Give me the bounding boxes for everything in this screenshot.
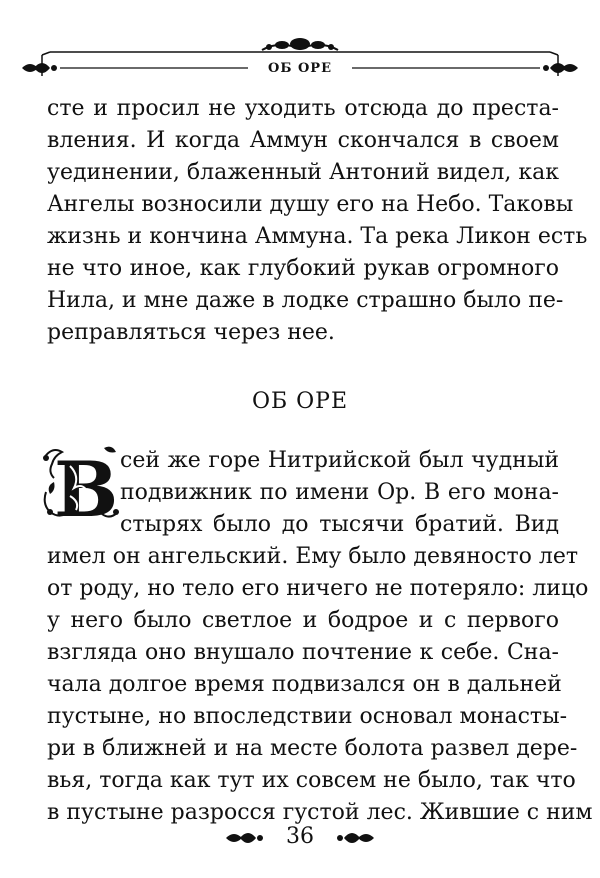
text-line: стырях было до тысячи братий. Вид [120, 512, 559, 537]
text-line: взгляда оно внушало почтение к себе. Сна- [47, 640, 559, 665]
page-number: 36 [286, 824, 314, 849]
running-title: ОБ ОРЕ [268, 61, 332, 76]
text-line: Ангелы возносили душу его на Небо. Таковы [47, 192, 574, 217]
text-line: жизнь и кончина Аммуна. Та река Ликон есть [47, 224, 588, 249]
text-line: у него было светлое и бодрое и с первого [47, 608, 559, 633]
dropcap-ornament [40, 442, 120, 526]
text-line: уединении, блаженный Антоний видел, как [47, 160, 559, 185]
page-header [20, 36, 580, 82]
text-line: Нила, и мне даже в лодке страшно было пе- [47, 288, 564, 313]
text-line: реправляться через нее. [47, 320, 335, 345]
page-footer [220, 822, 380, 858]
text-line: имел он ангельский. Ему было девяносто лет [47, 544, 579, 569]
text-line: сте и просил не уходить отсюда до преста- [47, 96, 559, 121]
text-line: пустыне, но впоследствии основал монасты- [47, 704, 568, 729]
top-floral-ornament [262, 38, 338, 50]
text-line: подвижник по имени Ор. В его мона- [120, 480, 559, 505]
text-line: вления. И когда Аммун скончался в своем [47, 128, 559, 153]
chapter-title: ОБ ОРЕ [251, 389, 349, 414]
dropcap-letter: В [54, 445, 119, 526]
text-line: вья, тогда как тут их совсем не было, так что [47, 768, 576, 793]
text-line: от роду, но тело его ничего не потеряло: лицо [47, 576, 589, 601]
text-line: ри в ближней и на месте болота развел дере- [47, 736, 578, 761]
text-line: сей же горе Нитрийской был чудный [120, 448, 559, 473]
text-line: в пустыне разросся густой лес. Жившие с ним [47, 800, 593, 825]
text-line: чала долгое время подвизался он в дальней [47, 672, 562, 697]
text-line: не что иное, как глубокий рукав огромного [47, 256, 559, 281]
